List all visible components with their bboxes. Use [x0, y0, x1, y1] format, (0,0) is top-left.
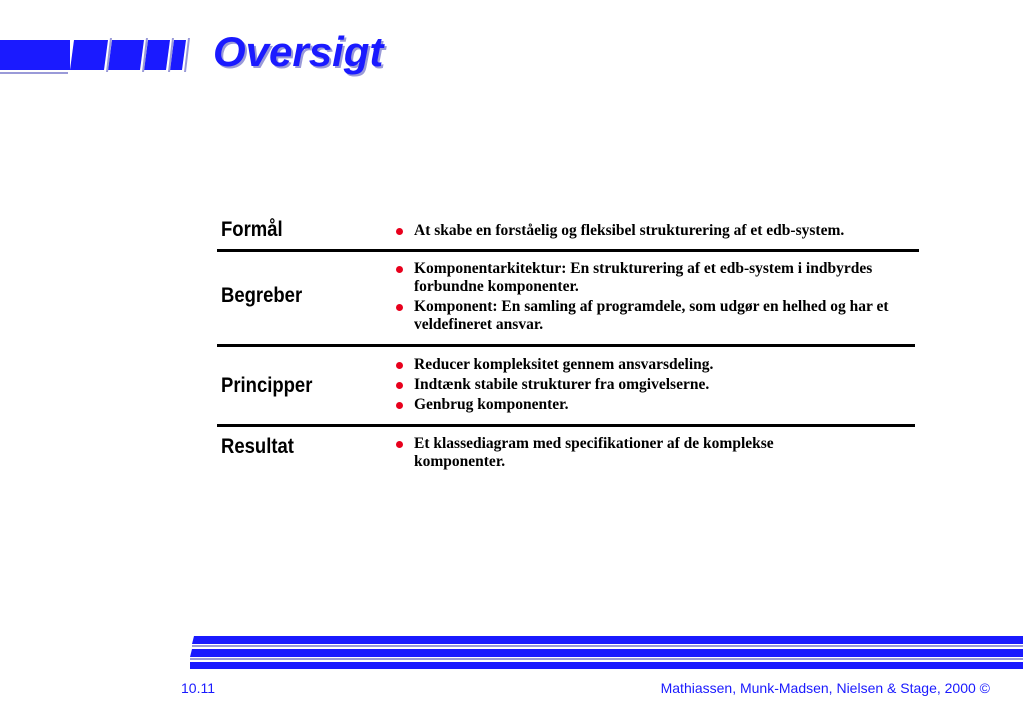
- header-logo-stripes: [0, 38, 190, 74]
- bullet-list: [394, 222, 844, 242]
- list-item: Komponentarkitektur: En strukturering af et edb-system i indbyrdes forbundne komponenter.: [394, 260, 924, 296]
- bullet-dot-icon: [396, 382, 403, 389]
- row-label: Principper: [221, 374, 313, 397]
- list-item: Indtænk stabile strukturer fra omgivelserne.: [394, 376, 713, 394]
- divider-rule: [217, 344, 915, 347]
- row-label: Resultat: [221, 435, 294, 458]
- bullet-dot-icon: [396, 228, 403, 235]
- list-item: Et klassediagram med specifikationer af de komplekse komponenter.: [394, 435, 864, 471]
- page-number: 10.11: [181, 680, 215, 696]
- slide-title: Oversigt: [213, 28, 384, 75]
- divider-rule: [217, 249, 919, 252]
- row-label: Begreber: [221, 284, 303, 307]
- bullet-dot-icon: [396, 266, 403, 273]
- bullet-dot-icon: [396, 441, 403, 448]
- bullet-list: [394, 356, 713, 416]
- list-item: Genbrug komponenter.: [394, 396, 713, 414]
- list-item: At skabe en forståelig og fleksibel strukturering af et edb-system.: [394, 222, 844, 240]
- bullet-dot-icon: [396, 304, 403, 311]
- bullet-dot-icon: [396, 402, 403, 409]
- divider-rule: [217, 424, 915, 427]
- footer-stripes: [190, 636, 1023, 672]
- list-item: Komponent: En samling af programdele, som udgør en helhed og har et veldefineret ansvar.: [394, 298, 924, 334]
- footer-authors: Mathiassen, Munk-Madsen, Nielsen & Stage, 2000 ©: [660, 680, 990, 696]
- list-item: Reducer kompleksitet gennem ansvarsdeling.: [394, 356, 713, 374]
- row-label: Formål: [221, 218, 283, 241]
- bullet-list: [394, 435, 864, 473]
- bullet-list: [394, 260, 924, 336]
- bullet-dot-icon: [396, 362, 403, 369]
